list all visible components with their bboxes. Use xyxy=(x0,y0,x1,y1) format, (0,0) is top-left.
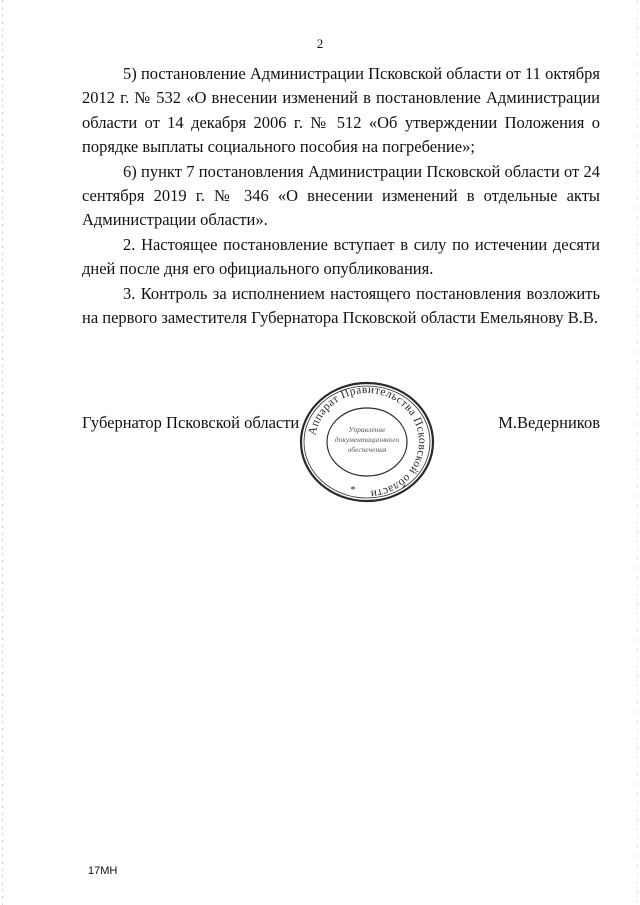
document-body xyxy=(82,62,600,330)
footer-code: 17МН xyxy=(88,865,118,877)
stamp-outer-text: Аппарат Правительства Псковской области xyxy=(306,383,429,500)
paragraph-control: 3. Контроль за исполнением настоящего постановления возложить на первого заместителя Губернатора Псковской области Емельянову В.В. xyxy=(82,283,600,328)
official-stamp xyxy=(298,380,436,504)
signature-title: Губернатор Псковской области xyxy=(82,413,300,432)
page-number: 2 xyxy=(316,36,324,51)
scan-edge-right xyxy=(637,0,638,905)
paragraph-item-6: 6) пункт 7 постановления Администрации Псковской области от 24 сентября 2019 г. № 346 «О внесении изменений в отдельные акты Администрации области». xyxy=(82,161,600,230)
paragraph-effective-date: 2. Настоящее постановление вступает в силу по истечении десяти дней после дня его официального опубликования. xyxy=(82,234,600,279)
paragraph-item-5: 5) постановление Администрации Псковской области от 11 октября 2012 г. № 532 «О внесении изменений в постановление Администрации области от 14 декабря 2006 г. № 512 «Об утверждении Положения о порядке выплаты социального пособия на погребение»; xyxy=(82,64,600,157)
scan-edge-left xyxy=(2,0,3,905)
stamp-star-icon: * xyxy=(350,484,356,496)
stamp-inner-line-1: Управление xyxy=(348,425,386,434)
stamp-seal-icon xyxy=(298,380,436,504)
stamp-inner-line-2: документационного xyxy=(334,435,400,444)
signature-name: М.Ведерников xyxy=(498,413,600,432)
stamp-inner-line-3: обеспечения xyxy=(347,445,387,454)
